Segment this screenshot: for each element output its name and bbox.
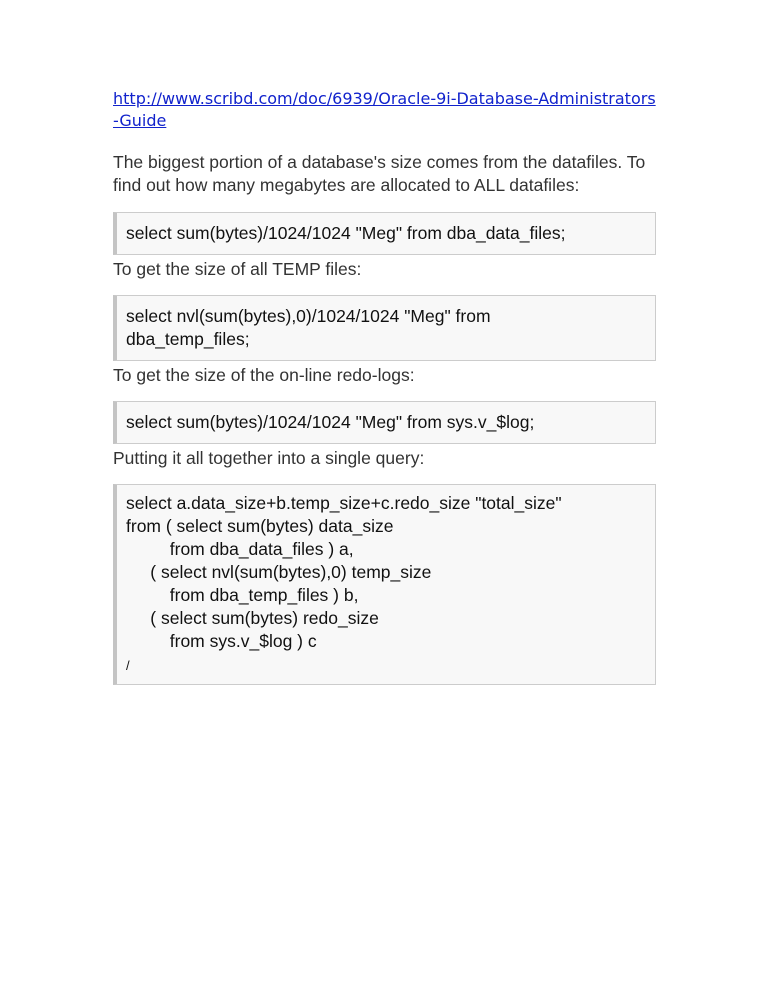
intro-paragraph: The biggest portion of a database's size comes from the datafiles. To find out how many megabytes are allocated to ALL datafiles: <box>113 152 646 195</box>
scribd-link[interactable]: http://www.scribd.com/doc/6939/Oracle-9i-Database-Administrators-Guide <box>113 89 656 130</box>
code-block-tempfiles <box>113 295 656 361</box>
temp-paragraph: To get the size of all TEMP files: <box>113 259 362 279</box>
code-text: select sum(bytes)/1024/1024 "Meg" from dba_data_files; <box>126 223 566 243</box>
code-terminator: / <box>126 658 130 673</box>
code-block-datafiles <box>113 212 656 255</box>
code-text: select nvl(sum(bytes),0)/1024/1024 "Meg" from dba_temp_files; <box>126 306 491 349</box>
code-block-total-query <box>113 484 656 685</box>
code-block-redologs <box>113 401 656 444</box>
redo-paragraph: To get the size of the on-line redo-logs: <box>113 365 415 385</box>
together-paragraph: Putting it all together into a single query: <box>113 448 425 468</box>
document-page <box>113 88 656 685</box>
code-text: select a.data_size+b.temp_size+c.redo_size "total_size" from ( select sum(bytes) data_size from dba_data_files ) a, ( select nvl(sum(bytes),0) temp_size from dba_temp_files ) b, ( select sum(bytes) redo_size from sys.v_$log ) c <box>126 493 562 651</box>
code-text: select sum(bytes)/1024/1024 "Meg" from sys.v_$log; <box>126 412 535 432</box>
